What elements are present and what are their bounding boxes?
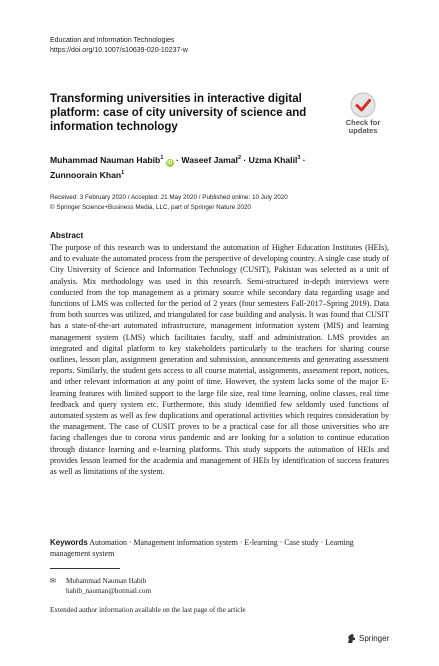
journal-header — [50, 36, 188, 56]
journal-doi-link[interactable]: https://doi.org/10.1007/s10639-020-10237-w — [50, 47, 188, 54]
author-list: Muhammad Nauman Habib$^1$ iD · Waseef Jamal$^2$ · Uzma Khalil$^3$ · Zunnoorain Khan$^1$ — [50, 155, 306, 180]
orcid-icon[interactable]: iD — [167, 160, 173, 166]
author-name[interactable]: Uzma Khalil — [248, 155, 298, 165]
corresponding-author — [50, 576, 151, 596]
footnote-divider — [50, 568, 120, 569]
author-name[interactable]: Waseef Jamal — [181, 155, 238, 165]
badge-line-1: Check for — [345, 118, 381, 127]
contact-email[interactable]: habib_nauman@hotmail.com — [66, 587, 152, 595]
check-for-updates-badge[interactable] — [338, 92, 388, 138]
author-affiliation: 1 — [121, 170, 125, 176]
abstract-heading: Abstract — [50, 231, 84, 240]
author-name[interactable]: Zunnoorain Khan — [50, 170, 122, 180]
copyright-line: © Springer Science+Business Media, LLC, part of Springer Nature 2020 — [50, 203, 251, 211]
abstract-body: The purpose of this research was to understand the automation of Higher Education Institutes (HEIs), and to evaluate the automated process from the perspective of developing country. A single case study of City University of Science and Information Technology (CUSIT), Pakistan was selected as a unit of analysis. Mix methodology was used in this research. Semi-structured in-depth interviews were conducted from the top management as a primary source while secondary data regarding usage and functions of LMS was collected for the period of 2 years (four semesters Fall-2017–Spring 2019). Data from both sources was utilized, and triangulated for case building and analysis. It was found that CUSIT has a state-of-the-art automated infrastructure, management information system (MIS) and learning management system (LMS) which facilitates faculty, staff and administration. LMS provides an integrated and digital platform to key stakeholders particularly to the teachers for sharing course outlines, lesson plan, assignment generation and submission, announcements and generating assessment reports. Similarly, the student gets access to all course material, assignments, assessment report, notices, and other relevant information at any point of time. However, the system lacks some of the major E-learning features with limited support to the large file size, real time learning, online classes, real time feedback and query system etc. Furthermore, this study identified few seldomly used functions of automated system as well as few duplications and operational activities which requires consideration by the management. The case of CUSIT proves to be a practical case for all those universities who are facing challenges due to corona virus pandemic and are looking for a solution to continue education through distance learning and e-learning platforms. This study supports the automation of HEIs and provides lesson learned for the academia and management of HEIs by identification of success features as well as limitations of the system. — [50, 243, 389, 477]
badge-line-2: updates — [348, 126, 378, 135]
extended-author-info: Extended author information available on the last page of the article — [50, 606, 246, 614]
keywords-section — [50, 537, 389, 559]
author-affiliation: 1 — [160, 155, 164, 161]
journal-name: Education and Information Technologies — [50, 37, 175, 44]
received-accepted: Received: 3 February 2020 / Accepted: 21 May 2020 / — [50, 194, 201, 201]
envelope-icon: ✉ — [50, 577, 57, 585]
contact-name: Muhammad Nauman Habib — [66, 577, 147, 585]
author-affiliation: 3 — [297, 155, 301, 161]
keywords-list: Automation · Management information system · E-learning · Case study · Learning management system — [50, 538, 354, 558]
publisher-logo[interactable] — [346, 633, 389, 644]
author-name[interactable]: Muhammad Nauman Habib — [50, 155, 161, 165]
check-for-updates-icon — [350, 92, 376, 118]
published-online: Published online: 10 July 2020 — [202, 194, 288, 201]
author-affiliation: 2 — [237, 155, 241, 161]
publisher-name: Springer — [359, 634, 390, 643]
keywords-label: Keywords — [50, 538, 88, 547]
article-title: Transforming universities in interactive digital platform: case of city university of science and information technology — [50, 93, 307, 133]
springer-horse-icon — [346, 633, 357, 644]
article-dates — [50, 193, 390, 212]
